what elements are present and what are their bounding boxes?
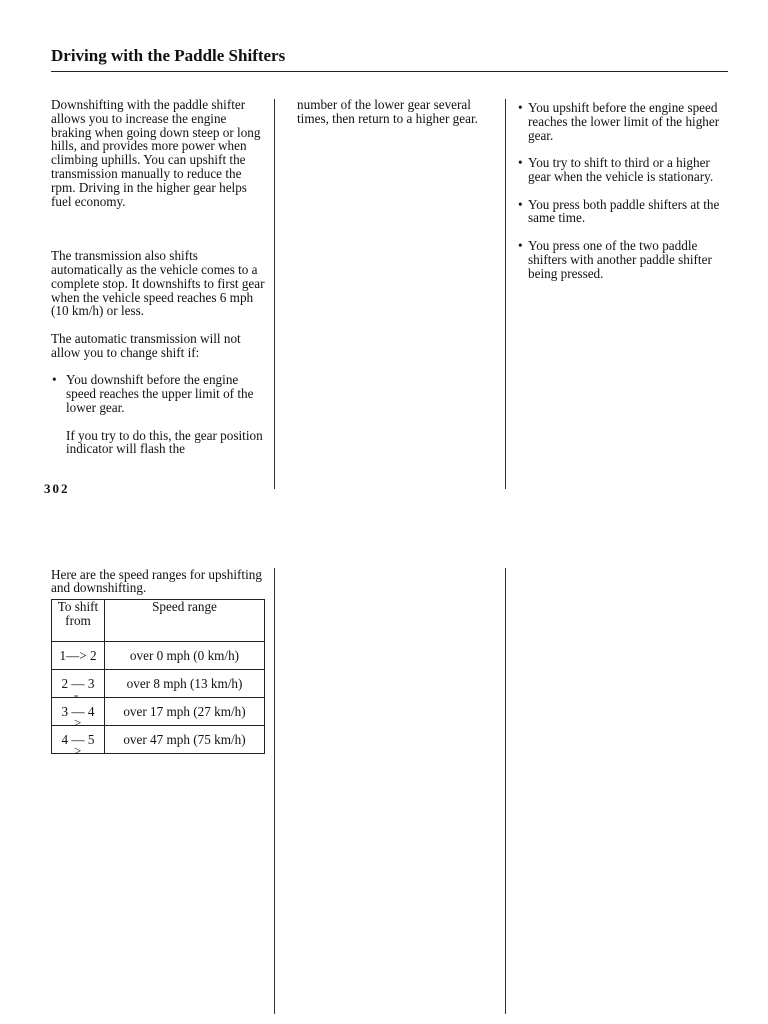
column-1 <box>51 98 265 470</box>
bullet-symbol: • <box>518 237 523 253</box>
table-row <box>52 726 265 754</box>
bullet-symbol: • <box>518 100 523 115</box>
shift-cell <box>52 642 105 670</box>
speed-intro-text: Here are the speed ranges for upshifting and downshifting. <box>51 567 262 595</box>
shift-text: 3 — 4 <box>61 703 95 719</box>
intro-paragraph: Downshifting with the paddle shifter allows you to increase the engine braking when going down steep or long hills, and provides more power when climbing uphills. You can upshift the transmission manually to reduce the rpm. Driving in the higher gear helps fuel economy. <box>51 97 261 209</box>
bullet-note <box>51 429 265 457</box>
stray-mark: > <box>74 715 82 730</box>
bullet-symbol: • <box>518 155 523 171</box>
bullet-text: You press one of the two paddle shifters with another paddle shifter being pressed. <box>528 237 712 281</box>
continuation-paragraph: number of the lower gear several times, then return to a higher gear. <box>297 97 478 126</box>
column-2 <box>297 98 497 139</box>
header-shift: To shift from <box>52 600 105 642</box>
stray-mark: > <box>74 743 82 758</box>
bullet-item <box>51 373 265 414</box>
title-rule <box>51 71 728 72</box>
auto-shift-paragraph: The transmission also shifts automatically as the vehicle comes to a complete stop. It downshifts to first gear when the vehicle speed reaches 6 mph (10 km/h) or less. <box>51 248 265 319</box>
shift-text: 1—> 2 <box>59 647 97 663</box>
paragraph-gap <box>51 222 265 249</box>
bullet-text: You try to shift to third or a higher gear when the vehicle is stationary. <box>528 155 714 184</box>
bullet-text: You upshift before the engine speed reaches the lower limit of the higher gear. <box>528 100 720 143</box>
column-divider-4 <box>505 568 506 1014</box>
bullet-text: You downshift before the engine speed reaches the upper limit of the lower gear. <box>66 372 254 415</box>
speed-cell: over 47 mph (75 km/h) <box>105 726 265 754</box>
table-row <box>52 670 265 698</box>
page-title: Driving with the Paddle Shifters <box>51 46 286 65</box>
bullet-item <box>517 239 731 280</box>
shift-text: 4 — 5 <box>61 731 95 747</box>
header-speed-range: Speed range <box>105 600 265 642</box>
shift-cell <box>52 698 105 730</box>
page-number: 302 <box>44 481 70 496</box>
bullet-item <box>517 101 731 142</box>
speed-cell: over 8 mph (13 km/h) <box>105 670 265 698</box>
table-row <box>52 698 265 726</box>
speed-cell: over 17 mph (27 km/h) <box>105 698 265 726</box>
bullet-text: You press both paddle shifters at the same time. <box>528 196 720 226</box>
stray-mark: - <box>74 687 79 702</box>
bullet-note-text: If you try to do this, the gear position indicator will flash the <box>66 427 263 457</box>
shift-cell <box>52 726 105 758</box>
bullet-item <box>517 198 731 226</box>
column-3 <box>517 101 731 294</box>
table-header-row <box>52 600 265 642</box>
speed-range-table <box>51 599 265 758</box>
column-divider-2 <box>505 99 506 489</box>
table-row <box>52 642 265 670</box>
bullet-symbol: • <box>52 372 57 388</box>
shift-cell <box>52 670 105 702</box>
column-divider-3 <box>274 568 275 1014</box>
shift-text: 2 — 3 <box>61 675 95 691</box>
speed-cell: over 0 mph (0 km/h) <box>105 642 265 670</box>
bullet-item <box>517 156 731 184</box>
restriction-intro: The automatic transmission will not allow you to change shift if: <box>51 330 241 360</box>
column-divider-1 <box>274 99 275 489</box>
bullet-symbol: • <box>518 196 523 212</box>
